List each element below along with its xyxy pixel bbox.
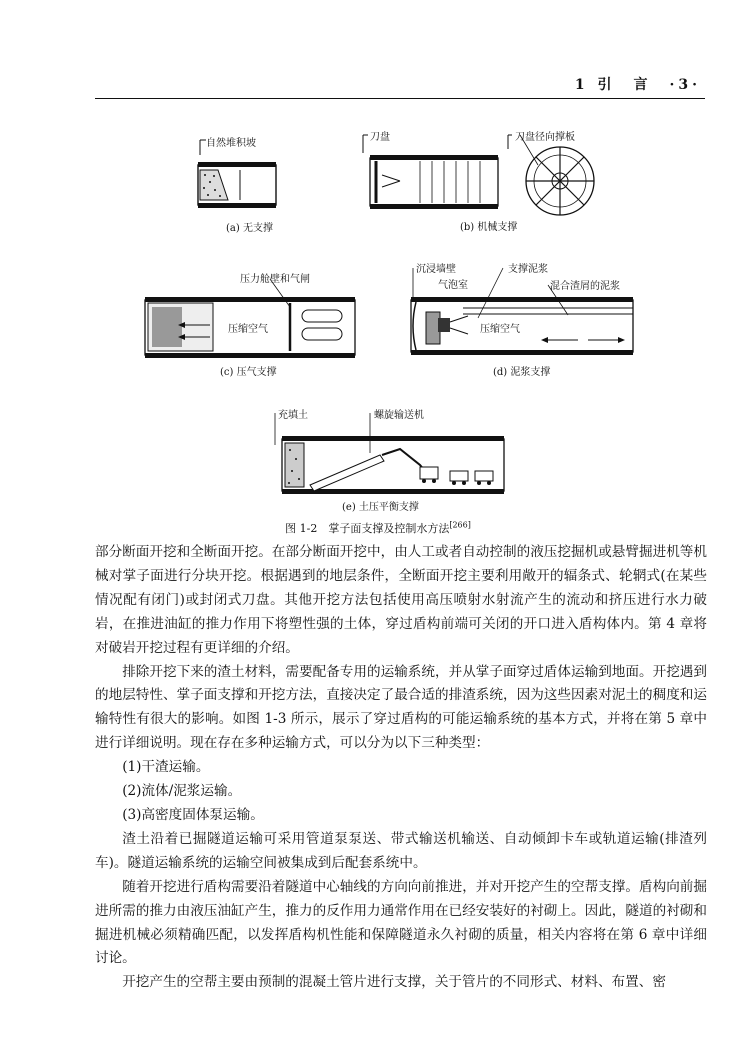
label-screw-conveyor: 螺旋输送机 <box>374 410 424 421</box>
paragraph-4: 随着开挖进行盾构需要沿着隧道中心轴线的方向向前推进，并对开挖产生的空帮支撑。盾构向前掘进所需的推力由液压油缸产生，推力的反作用力通常作用在已经安装好的衬砌上。因此，隧道的衬砌和掘进机械必须精确匹配，以发挥盾构机性能和保障隧道永久衬砌的质量，相关内容将在第 6 章中详细讨论。 <box>95 878 707 967</box>
label-compressed-air-c: 压缩空气 <box>228 324 268 335</box>
paragraph-3: 渣土沿着已掘隧道运输可采用管道泵泵送、带式输送机输送、自动倾卸卡车或轨道运输(排渣列车)。隧道运输系统的运输空间被集成到后配套系统中。 <box>95 830 707 871</box>
caption-c: (c) 压气支撑 <box>220 367 277 378</box>
label-compressed-air-d: 压缩空气 <box>480 324 520 335</box>
figure-e-epb <box>270 405 510 513</box>
figure-a-unsupported <box>190 130 280 234</box>
body-text <box>95 541 707 995</box>
caption-d: (d) 泥浆支撑 <box>493 367 551 378</box>
header-chapter-page: 1 引 言 ·3· <box>574 77 701 93</box>
running-header <box>95 74 705 99</box>
caption-a: (a) 无支撑 <box>226 223 273 234</box>
caption-e: (e) 土压平衡支撑 <box>342 502 419 513</box>
label-fill-soil: 充填土 <box>278 410 308 421</box>
figure-b-mechanical <box>360 125 600 233</box>
list-item: (2)流体/泥浆运输。 <box>122 783 242 800</box>
label-bubble-chamber: 气泡室 <box>438 280 468 291</box>
paragraph-2: 排除开挖下来的渣土材料，需要配备专用的运输系统，并从掌子面穿过盾体运输到地面。开挖遇到的地层特性、掌子面支撑和开挖方法，直接决定了最合适的排渣系统，因为这些因素对泥土的稠度和运输特性有很大的影响。如图 1-3 所示，展示了穿过盾构的可能运输系统的基本方式，并将在第 5 章中进行详细说明。现在存在多种运输方式，可以分为以下三种类型： <box>95 663 707 752</box>
paragraph-5: 开挖产生的空帮主要由预制的混凝土管片进行支撑，关于管片的不同形式、材料、布置、密 <box>122 974 666 991</box>
label-submerged-wall: 沉浸墙壁 <box>416 264 456 275</box>
label-support-slurry: 支撑泥浆 <box>508 264 548 275</box>
list-item: (3)高密度固体泵运输。 <box>122 806 264 823</box>
figure-caption: 图 1-2 掌子面支撑及控制水方法[266] <box>285 520 471 535</box>
label-pressure-bulkhead: 压力舱壁和气闸 <box>240 274 310 285</box>
paragraph-1: 部分断面开挖和全断面开挖。在部分断面开挖中，由人工或者自动控制的液压挖掘机或悬臂掘进机等机械对掌子面进行分块开挖。根据遇到的地层条件，全断面开挖主要利用敞开的辐条式、轮辋式(在某些情况配有闭门)或封闭式刀盘。其他开挖方法包括使用高压喷射水射流产生的流动和挤压进行水力破岩，在推进油缸的推力作用下将塑性强的土体，穿过盾构前端可关闭的开口进入盾构体内。第 4 章将对破岩开挖过程有更详细的介绍。 <box>95 544 707 656</box>
label-mixed-slurry: 混合渣屑的泥浆 <box>550 281 620 292</box>
label-natural-slope: 自然堆积坡 <box>206 138 256 149</box>
caption-b: (b) 机械支撑 <box>460 222 518 233</box>
figure-d-slurry <box>408 260 638 378</box>
label-radial-plate: 刀盘径向撑板 <box>515 132 575 143</box>
label-cutter-disc: 刀盘 <box>370 132 390 143</box>
figure-c-compressed-air <box>140 265 365 378</box>
list-item: (1)干渣运输。 <box>122 759 210 776</box>
